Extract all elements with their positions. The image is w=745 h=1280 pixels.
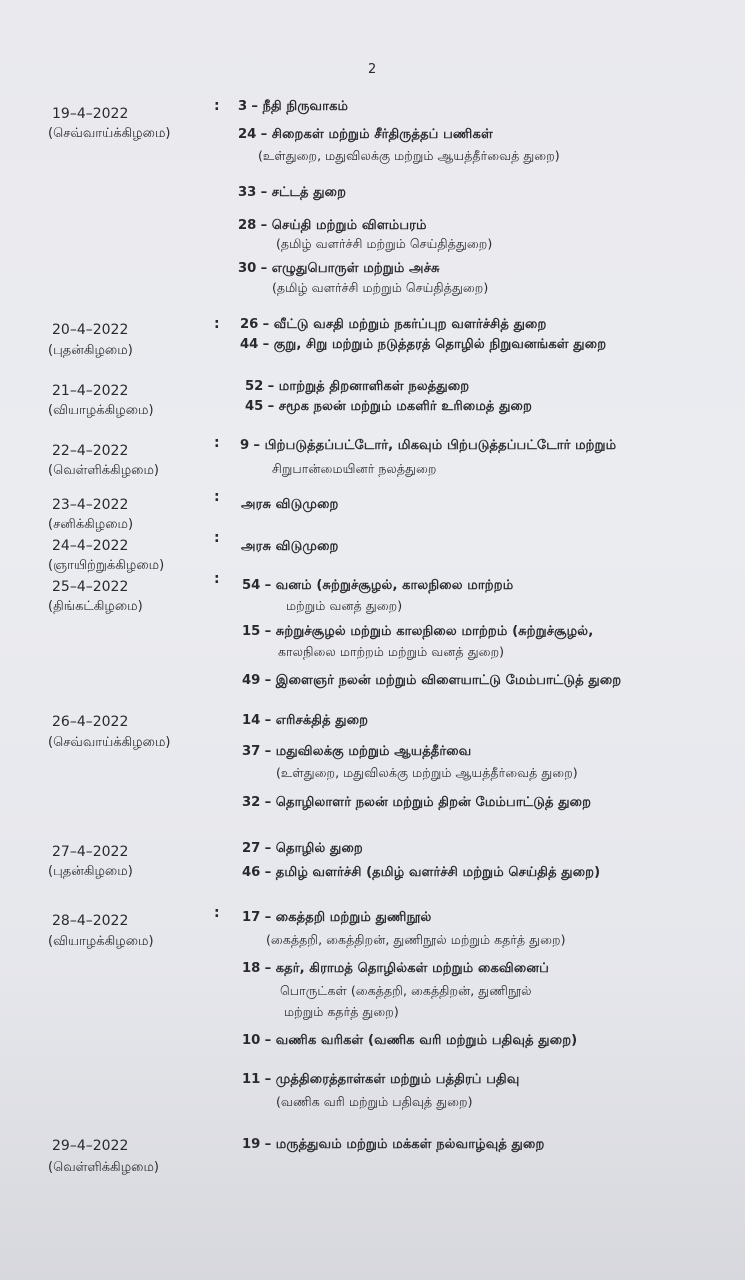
agenda-subtitle: சிறுபான்மையினர் நலத்துறை [272, 461, 437, 476]
demand-number: 49 [242, 673, 261, 688]
weekday: (ஞாயிற்றுக்கிழமை) [48, 558, 165, 573]
demand-number: 37 [242, 744, 261, 759]
agenda-subtitle: (வணிக வரி மற்றும் பதிவுத் துறை) [276, 1094, 473, 1109]
agenda-subtitle: (தமிழ் வளர்ச்சி மற்றும் செய்தித்துறை) [272, 280, 489, 295]
agenda-item [245, 376, 469, 397]
demand-number: 32 [242, 795, 261, 810]
agenda-title: – தமிழ் வளர்ச்சி (தமிழ் வளர்ச்சி மற்றும் செய்தித் துறை) [264, 865, 601, 880]
date: 25–4–2022 [52, 579, 129, 595]
weekday: (வியாழக்கிழமை) [48, 403, 154, 418]
demand-number: 27 [242, 841, 261, 856]
demand-number: 11 [242, 1072, 261, 1087]
agenda-title: – நீதி நிருவாகம் [251, 99, 349, 114]
demand-number: 54 [242, 578, 261, 593]
colon: : [214, 530, 220, 546]
weekday: (புதன்கிழமை) [48, 343, 133, 358]
demand-number: 28 [238, 218, 257, 233]
agenda-title: – சமூக நலன் மற்றும் மகளிர் உரிமைத் துறை [267, 399, 533, 414]
agenda-title: – சட்டத் துறை [260, 185, 347, 200]
agenda-title: – கதர், கிராமத் தொழில்கள் மற்றும் கைவினைப் [264, 961, 549, 976]
agenda-item [238, 96, 348, 117]
demand-number: 46 [242, 865, 261, 880]
weekday: (சனிக்கிழமை) [48, 517, 134, 532]
agenda-title: அரசு விடுமுறை [241, 497, 339, 512]
agenda-title: – வனம் (சுற்றுச்சூழல், காலநிலை மாற்றம் [264, 578, 514, 593]
weekday: (செவ்வாய்க்கிழமை) [48, 126, 171, 141]
agenda-title: – சிறைகள் மற்றும் சீர்திருத்தப் பணிகள் [260, 127, 493, 142]
page-number: 2 [368, 62, 377, 77]
date: 21–4–2022 [52, 383, 129, 399]
demand-number: 19 [242, 1137, 261, 1152]
date: 20–4–2022 [52, 322, 129, 338]
agenda-item [240, 334, 606, 355]
agenda-item [242, 1069, 519, 1090]
date: 22–4–2022 [52, 443, 129, 459]
agenda-title: – தொழில் துறை [264, 841, 363, 856]
demand-number: 24 [238, 127, 257, 142]
agenda-title: – இளைஞர் நலன் மற்றும் விளையாட்டு மேம்பாட்டுத் துறை [264, 673, 622, 688]
agenda-item [242, 862, 600, 883]
agenda-title: – செய்தி மற்றும் விளம்பரம் [260, 218, 427, 233]
agenda-item [238, 258, 440, 279]
demand-number: 45 [245, 399, 264, 414]
agenda-item [242, 575, 513, 596]
date: 27–4–2022 [52, 844, 129, 860]
colon: : [214, 571, 220, 587]
colon: : [214, 489, 220, 505]
agenda-title: – தொழிலாளர் நலன் மற்றும் திறன் மேம்பாட்டுத் துறை [264, 795, 592, 810]
agenda-title: – கைத்தறி மற்றும் துணிநூல் [264, 910, 432, 925]
colon: : [214, 905, 220, 921]
demand-number: 15 [242, 624, 261, 639]
agenda-subtitle: (உள்துறை, மதுவிலக்கு மற்றும் ஆயத்தீர்வைத் துறை) [276, 765, 578, 780]
weekday: (வியாழக்கிழமை) [48, 934, 154, 949]
agenda-item [242, 838, 363, 859]
agenda-item [242, 1134, 544, 1155]
agenda-title: – மாற்றுத் திறனாளிகள் நலத்துறை [267, 379, 470, 394]
agenda-title: – வணிக வரிகள் (வணிக வரி மற்றும் பதிவுத் துறை) [264, 1033, 578, 1048]
demand-number: 33 [238, 185, 257, 200]
demand-number: 26 [240, 317, 259, 332]
agenda-item [242, 670, 621, 691]
weekday: (புதன்கிழமை) [48, 864, 133, 879]
agenda-item [242, 710, 368, 731]
date: 28–4–2022 [52, 913, 129, 929]
agenda-item [242, 1030, 577, 1051]
agenda-item [245, 396, 532, 417]
agenda-item [242, 741, 471, 762]
weekday: (வெள்ளிக்கிழமை) [48, 1160, 159, 1175]
agenda-title: – மருத்துவம் மற்றும் மக்கள் நல்வாழ்வுத் துறை [264, 1137, 545, 1152]
agenda-title: – முத்திரைத்தாள்கள் மற்றும் பத்திரப் பதிவு [264, 1072, 520, 1087]
date: 24–4–2022 [52, 538, 129, 554]
date: 19–4–2022 [52, 106, 129, 122]
demand-number: 14 [242, 713, 261, 728]
agenda-title: – வீட்டு வசதி மற்றும் நகர்ப்புற வளர்ச்சித் துறை [262, 317, 547, 332]
agenda-title: அரசு விடுமுறை [241, 539, 339, 554]
demand-number: 52 [245, 379, 264, 394]
agenda-item [240, 314, 546, 335]
weekday: (வெள்ளிக்கிழமை) [48, 463, 159, 478]
demand-number: 18 [242, 961, 261, 976]
agenda-item [242, 958, 549, 979]
date: 29–4–2022 [52, 1138, 129, 1154]
agenda-title: – பிற்படுத்தப்பட்டோர், மிகவும் பிற்படுத்தப்பட்டோர் மற்றும் [253, 438, 617, 453]
agenda-item [238, 182, 346, 203]
agenda-item [242, 621, 593, 642]
demand-number: 9 [240, 438, 250, 453]
agenda-subtitle: மற்றும் கதர்த் துறை) [284, 1004, 399, 1019]
agenda-item [238, 124, 493, 145]
agenda-subtitle: (கைத்தறி, கைத்திறன், துணிநூல் மற்றும் கதர்த் துறை) [266, 932, 566, 947]
agenda-subtitle: காலநிலை மாற்றம் மற்றும் வனத் துறை) [278, 644, 505, 659]
colon: : [214, 98, 220, 114]
agenda-title: – மதுவிலக்கு மற்றும் ஆயத்தீர்வை [264, 744, 472, 759]
agenda-subtitle: பொருட்கள் (கைத்தறி, கைத்திறன், துணிநூல் [280, 983, 532, 998]
agenda-item [242, 792, 591, 813]
agenda-subtitle: (உள்துறை, மதுவிலக்கு மற்றும் ஆயத்தீர்வைத் துறை) [258, 148, 560, 163]
agenda-item [240, 435, 616, 456]
date: 23–4–2022 [52, 497, 129, 513]
agenda-title: – எரிசக்தித் துறை [264, 713, 369, 728]
weekday: (செவ்வாய்க்கிழமை) [48, 735, 171, 750]
agenda-item [241, 494, 339, 515]
agenda-title: – குறு, சிறு மற்றும் நடுத்தரத் தொழில் நிறுவனங்கள் துறை [262, 337, 607, 352]
weekday: (திங்கட்கிழமை) [48, 599, 143, 614]
agenda-title: – சுற்றுச்சூழல் மற்றும் காலநிலை மாற்றம் (சுற்றுச்சூழல், [264, 624, 594, 639]
agenda-subtitle: மற்றும் வனத் துறை) [286, 598, 403, 613]
agenda-subtitle: (தமிழ் வளர்ச்சி மற்றும் செய்தித்துறை) [276, 236, 493, 251]
colon: : [214, 316, 220, 332]
colon: : [214, 435, 220, 451]
demand-number: 3 [238, 99, 248, 114]
agenda-title: – எழுதுபொருள் மற்றும் அச்சு [260, 261, 440, 276]
date: 26–4–2022 [52, 714, 129, 730]
agenda-item [241, 536, 339, 557]
demand-number: 10 [242, 1033, 261, 1048]
demand-number: 44 [240, 337, 259, 352]
demand-number: 30 [238, 261, 257, 276]
agenda-item [242, 907, 431, 928]
demand-number: 17 [242, 910, 261, 925]
